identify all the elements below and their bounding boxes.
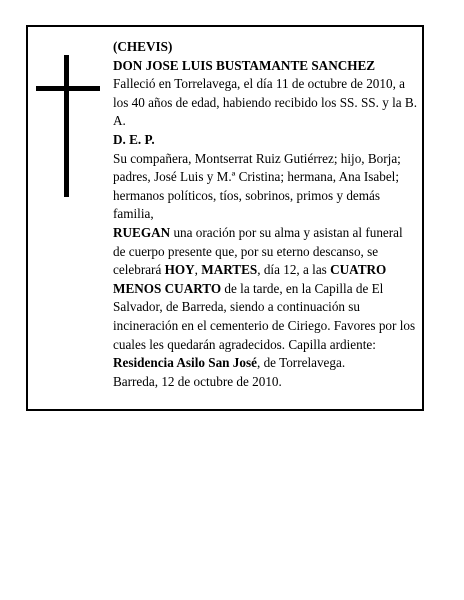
request-text-2: , día 12, a las [257,262,331,278]
funeral-request [113,224,418,373]
cross-icon [36,55,100,197]
death-announcement: Falleció en Torrelavega, el día 11 de octubre de 2010, a los 40 años de edad, habiendo recibido los SS. SS. y la B. A. [113,76,418,129]
request-text-1: una oración por su alma y asistan al funeral de cuerpo presente que, por su eterno descanso, se celebrará [113,224,403,278]
family-list: Su compañera, Montserrat Ruiz Gutiérrez; hijo, Borja; padres, José Luis y M.ª Cristina; hermana, Ana Isabel; hermanos políticos, tíos, sobrinos, primos y demás familia, [113,150,401,222]
nickname: (CHEVIS) [113,39,173,54]
obituary-text [113,38,418,391]
funeral-time: CUATRO MENOS CUARTO [113,262,387,296]
request-text-4: , de Torrelavega. [256,355,346,371]
ruegan-word: RUEGAN [113,224,171,240]
dep-line: D. E. P. [113,131,155,147]
cross-horizontal-bar [36,86,100,91]
deceased-name: DON JOSE LUIS BUSTAMANTE SANCHEZ [113,57,376,73]
request-sep-1: , [194,262,202,278]
today-word: HOY [164,262,195,278]
residence-name: Residencia Asilo San José [113,355,257,371]
place-date: Barreda, 12 de octubre de 2010. [113,373,282,389]
weekday-word: MARTES [201,262,258,278]
cross-vertical-bar [64,55,69,197]
request-text-3: de la tarde, en la Capilla de El Salvador, de Barreda, siendo a continuación su incineración en el cementerio de Ciriego. Favores por los cuales les quedarán agradecidos. Capilla ardiente: [113,280,416,352]
